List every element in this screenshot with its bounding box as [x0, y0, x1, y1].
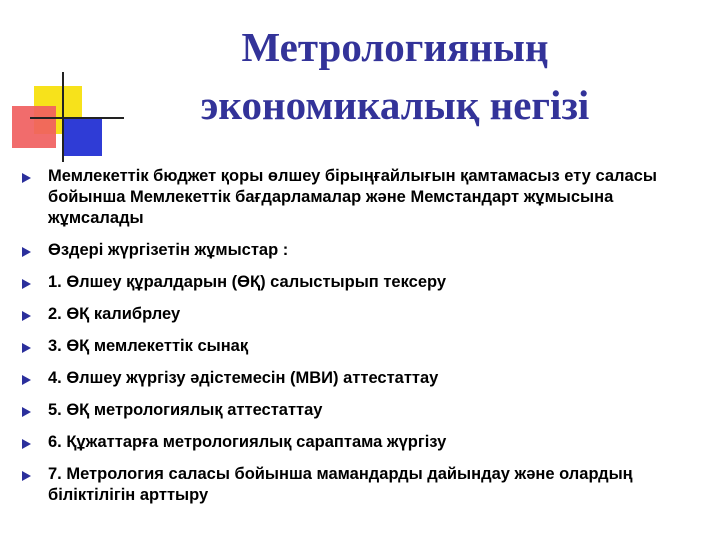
bullet-text: 6. Құжаттарға метрологиялық сараптама жүргізу [48, 433, 447, 451]
bullet-text: 2. ӨҚ калибрлеу [48, 305, 181, 323]
horizontal-line [30, 117, 124, 119]
bullet-text: Өздері жүргізетін жұмыстар : [48, 241, 289, 259]
bullet-text: 3. ӨҚ мемлекеттік сынақ [48, 337, 249, 355]
bullet-icon [22, 439, 31, 449]
bullet-item [20, 400, 700, 421]
bullet-item [20, 464, 700, 506]
bullet-item [20, 432, 700, 453]
bullet-icon [22, 375, 31, 385]
bullet-item [20, 368, 700, 389]
bullet-icon [22, 279, 31, 289]
bullet-item [20, 166, 700, 229]
bullet-text: 7. Метрология саласы бойынша мамандарды дайындау және олардың біліктілігін арттыру [48, 465, 633, 504]
bullet-icon [22, 173, 31, 183]
red-square [12, 106, 56, 148]
decorative-squares-logo [0, 0, 130, 170]
bullet-icon [22, 343, 31, 353]
bullet-item [20, 240, 700, 261]
bullet-text: 1. Өлшеу құралдарын (ӨҚ) салыстырып тексеру [48, 273, 447, 291]
title-line-2: экономикалық негізі [200, 82, 590, 128]
bullet-icon [22, 471, 31, 481]
bullet-item [20, 336, 700, 357]
bullet-text: 4. Өлшеу жүргізу әдістемесін (МВИ) аттестаттау [48, 369, 439, 387]
bullet-list [20, 166, 700, 517]
bullet-icon [22, 311, 31, 321]
bullet-item [20, 272, 700, 293]
bullet-item [20, 304, 700, 325]
slide-title [135, 18, 655, 134]
title-line-1: Метрологияның [241, 24, 549, 70]
bullet-text: 5. ӨҚ метрологиялық аттестаттау [48, 401, 323, 419]
bullet-icon [22, 407, 31, 417]
bullet-icon [22, 247, 31, 257]
bullet-text: Мемлекеттік бюджет қоры өлшеу бірыңғайлығын қамтамасыз ету саласы бойынша Мемлекеттік бағдарламалар және Мемстандарт жұмысына жұмсалады [48, 167, 657, 227]
blue-square [64, 118, 102, 156]
